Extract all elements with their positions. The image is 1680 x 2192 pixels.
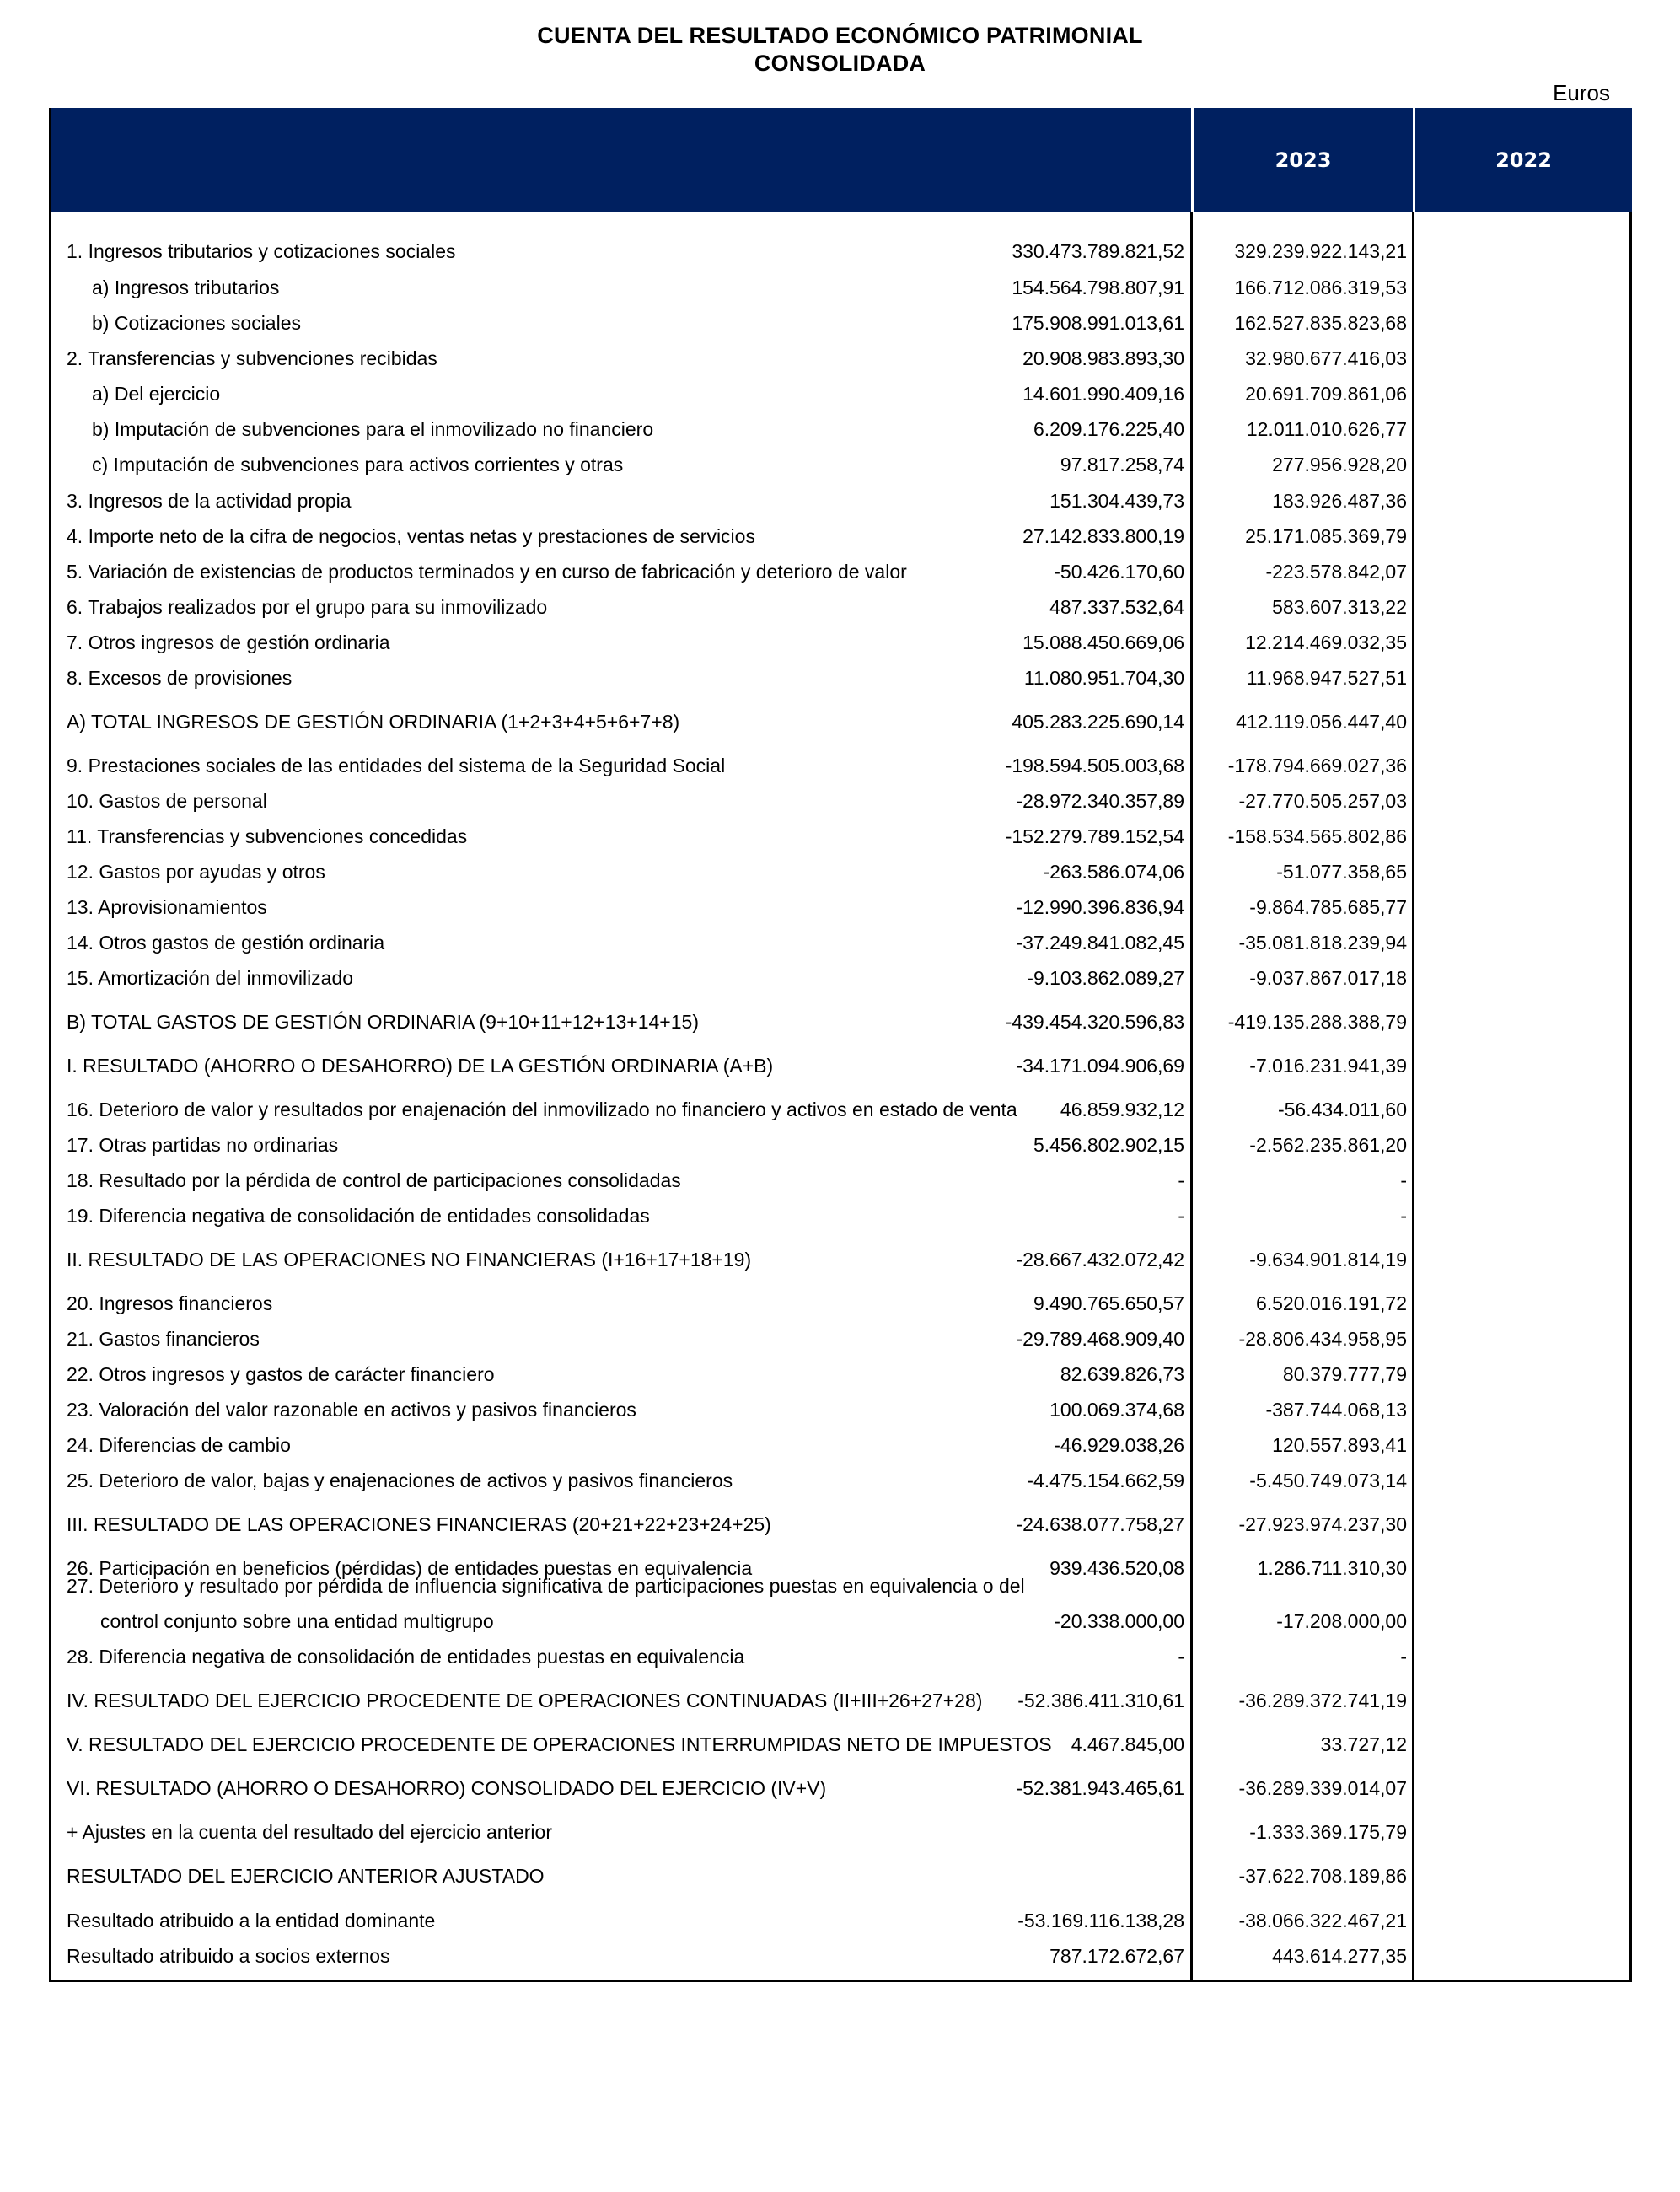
value-2023: 11.080.951.704,30 <box>1023 667 1184 689</box>
row-label-text: IV. RESULTADO DEL EJERCICIO PROCEDENTE DE OPERACIONES CONTINUADAS (II+III+26+27+28) <box>67 1690 983 1711</box>
table-row <box>51 376 1632 411</box>
value-2022: -158.534.565.802,86 <box>1227 825 1407 847</box>
table-row <box>51 305 1632 341</box>
row-label-text: a) Del ejercicio <box>92 383 221 405</box>
row-label-text: II. RESULTADO DE LAS OPERACIONES NO FINANCIERAS (I+16+17+18+19) <box>67 1249 752 1271</box>
table-row <box>51 554 1632 589</box>
table-row <box>51 1004 1632 1040</box>
table-row <box>51 1357 1632 1392</box>
value-2022: 11.968.947.527,51 <box>1246 667 1407 689</box>
value-2023: 487.337.532,64 <box>1049 596 1184 618</box>
row-label-text: Resultado atribuido a la entidad dominante <box>67 1910 436 1931</box>
table-row <box>51 1814 1632 1850</box>
table-row <box>51 1321 1632 1357</box>
row-label-text: 1. Ingresos tributarios y cotizaciones sociales <box>67 240 456 262</box>
value-2023: 27.142.833.800,19 <box>1022 525 1184 547</box>
value-2022: -38.066.322.467,21 <box>1238 1910 1407 1931</box>
row-label-text: 20. Ingresos financieros <box>67 1292 273 1314</box>
value-2023: - <box>1178 1205 1184 1227</box>
row-label-text: 25. Deterioro de valor, bajas y enajenaciones de activos y pasivos financieros <box>67 1469 733 1491</box>
value-2023: 330.473.789.821,52 <box>1012 240 1184 262</box>
value-2022: -9.037.867.017,18 <box>1249 967 1407 989</box>
table-row <box>51 270 1632 305</box>
table-row <box>51 1858 1632 1894</box>
table-row <box>51 1938 1632 1974</box>
table-row <box>51 960 1632 996</box>
value-2023: 6.209.176.225,40 <box>1033 418 1184 440</box>
value-2023: -37.249.841.082,45 <box>1016 932 1184 954</box>
row-label-text: b) Imputación de subvenciones para el inmovilizado no financiero <box>92 418 654 440</box>
value-2023: -50.426.170,60 <box>1054 561 1184 583</box>
table-row <box>51 1092 1632 1127</box>
value-2022: 166.712.086.319,53 <box>1234 277 1407 298</box>
row-label-text: a) Ingresos tributarios <box>92 277 280 298</box>
units-label: Euros <box>1553 80 1610 105</box>
row-label-text: 17. Otras partidas no ordinarias <box>67 1134 339 1156</box>
row-label-text: 22. Otros ingresos y gastos de carácter financiero <box>67 1363 495 1385</box>
table-row <box>51 1048 1632 1083</box>
value-2022: -28.806.434.958,95 <box>1238 1328 1407 1350</box>
value-2022: -1.333.369.175,79 <box>1249 1821 1407 1843</box>
value-2023: -9.103.862.089,27 <box>1027 967 1184 989</box>
table-row <box>51 411 1632 447</box>
table-row <box>51 1427 1632 1463</box>
row-label-text: 10. Gastos de personal <box>67 790 267 812</box>
table-row <box>51 925 1632 960</box>
table-row <box>51 748 1632 783</box>
row-label-text: VI. RESULTADO (AHORRO O DESAHORRO) CONSOLIDADO DEL EJERCICIO (IV+V) <box>67 1777 827 1799</box>
value-2022: 32.980.677.416,03 <box>1245 347 1407 369</box>
value-2023: - <box>1178 1646 1184 1668</box>
table-row <box>51 1683 1632 1718</box>
value-2022: 277.956.928,20 <box>1272 454 1407 475</box>
value-2022: -51.077.358,65 <box>1276 861 1407 883</box>
row-label-text: 13. Aprovisionamientos <box>67 896 267 918</box>
row-label-text: 8. Excesos de provisiones <box>67 667 293 689</box>
value-2023: -28.667.432.072,42 <box>1016 1249 1184 1271</box>
value-2023: 15.088.450.669,06 <box>1022 631 1184 653</box>
value-2022: -2.562.235.861,20 <box>1249 1134 1407 1156</box>
table-row <box>51 234 1632 269</box>
value-2023: -46.929.038,26 <box>1054 1434 1184 1456</box>
row-label-text: 15. Amortización del inmovilizado <box>67 967 354 989</box>
value-2022: 25.171.085.369,79 <box>1245 525 1407 547</box>
value-2022: 1.286.711.310,30 <box>1257 1557 1407 1579</box>
row-label-text: 3. Ingresos de la actividad propia <box>67 490 352 512</box>
value-2023: - <box>1178 1169 1184 1191</box>
row-label-text: b) Cotizaciones sociales <box>92 312 302 334</box>
row-label-text: 16. Deterioro de valor y resultados por enajenación del inmovilizado no financiero y activos en estado de venta <box>67 1099 1017 1120</box>
table-row <box>51 341 1632 376</box>
value-2023: 82.639.826,73 <box>1060 1363 1184 1385</box>
row-label-text: c) Imputación de subvenciones para activos corrientes y otras <box>92 454 624 475</box>
value-2022: -223.578.842,07 <box>1265 561 1407 583</box>
column-header-2022: 2022 <box>1495 148 1552 172</box>
value-2023: -34.171.094.906,69 <box>1016 1055 1184 1077</box>
table-row <box>51 783 1632 819</box>
table-row <box>51 1286 1632 1321</box>
table-row <box>51 1242 1632 1277</box>
value-2023: -29.789.468.909,40 <box>1016 1328 1184 1350</box>
row-label-text: 14. Otros gastos de gestión ordinaria <box>67 932 385 954</box>
value-2022: 33.727,12 <box>1320 1733 1407 1755</box>
value-2022: -36.289.372.741,19 <box>1238 1690 1407 1711</box>
table-row <box>51 1463 1632 1498</box>
value-2023: 14.601.990.409,16 <box>1022 383 1184 405</box>
table-row <box>51 1727 1632 1762</box>
value-2023: -12.990.396.836,94 <box>1016 896 1184 918</box>
document-title: CUENTA DEL RESULTADO ECONÓMICO PATRIMONIAL <box>537 23 1143 48</box>
table-row <box>51 1198 1632 1233</box>
row-label-text: 28. Diferencia negativa de consolidación de entidades puestas en equivalencia <box>67 1646 745 1668</box>
value-2023: 175.908.991.013,61 <box>1012 312 1184 334</box>
value-2022: 20.691.709.861,06 <box>1245 383 1407 405</box>
value-2022: -35.081.818.239,94 <box>1238 932 1407 954</box>
value-2022: 329.239.922.143,21 <box>1234 240 1407 262</box>
value-2023: 5.456.802.902,15 <box>1033 1134 1184 1156</box>
value-2023: -198.594.505.003,68 <box>1005 755 1184 776</box>
value-2023: -152.279.789.152,54 <box>1005 825 1184 847</box>
value-2022: -9.634.901.814,19 <box>1249 1249 1407 1271</box>
value-2022: 183.926.487,36 <box>1272 490 1407 512</box>
value-2023: 100.069.374,68 <box>1049 1399 1184 1421</box>
value-2022: -5.450.749.073,14 <box>1249 1469 1407 1491</box>
table-row <box>51 1903 1632 1938</box>
value-2023: 939.436.520,08 <box>1049 1557 1184 1579</box>
value-2022: -178.794.669.027,36 <box>1227 755 1407 776</box>
value-2022: -9.864.785.685,77 <box>1249 896 1407 918</box>
value-2023: -4.475.154.662,59 <box>1027 1469 1184 1491</box>
table-row <box>51 1127 1632 1163</box>
row-label-text: V. RESULTADO DEL EJERCICIO PROCEDENTE DE OPERACIONES INTERRUMPIDAS NETO DE IMPUESTOS <box>67 1733 1052 1755</box>
value-2023: 154.564.798.807,91 <box>1012 277 1184 298</box>
row-label-text: 24. Diferencias de cambio <box>67 1434 291 1456</box>
value-2022: - <box>1400 1646 1407 1668</box>
value-2022: -27.770.505.257,03 <box>1238 790 1407 812</box>
row-label <box>67 1814 552 1850</box>
value-2023: -263.586.074,06 <box>1043 861 1184 883</box>
row-label-text: 9. Prestaciones sociales de las entidades del sistema de la Seguridad Social <box>67 755 726 776</box>
value-2022: -17.208.000,00 <box>1276 1610 1407 1632</box>
row-label <box>67 1858 545 1894</box>
table-row <box>51 483 1632 518</box>
table-row <box>51 704 1632 739</box>
value-2023: -52.381.943.465,61 <box>1016 1777 1184 1799</box>
value-2023: 405.283.225.690,14 <box>1012 711 1184 733</box>
row-label-text: 23. Valoración del valor razonable en activos y pasivos financieros <box>67 1399 636 1421</box>
row-label-text: RESULTADO DEL EJERCICIO ANTERIOR AJUSTADO <box>67 1865 545 1887</box>
value-2023: -28.972.340.357,89 <box>1016 790 1184 812</box>
income-statement-table <box>49 108 1632 1982</box>
row-label-continuation: control conjunto sobre una entidad multigrupo <box>100 1610 494 1632</box>
value-2023: -20.338.000,00 <box>1054 1610 1184 1632</box>
value-2023: -52.386.411.310,61 <box>1017 1690 1184 1711</box>
value-2022: -37.622.708.189,86 <box>1238 1865 1407 1887</box>
value-2023: -24.638.077.758,27 <box>1016 1513 1184 1535</box>
value-2022: 120.557.893,41 <box>1272 1434 1407 1456</box>
table-row <box>51 1568 1632 1639</box>
row-label-text: 5. Variación de existencias de productos terminados y en curso de fabricación y deterioro de valor <box>67 561 907 583</box>
value-2023: 20.908.983.893,30 <box>1022 347 1184 369</box>
value-2022: -36.289.339.014,07 <box>1238 1777 1407 1799</box>
value-2023: 9.490.765.650,57 <box>1033 1292 1184 1314</box>
table-row <box>51 1392 1632 1427</box>
value-2022: 583.607.313,22 <box>1272 596 1407 618</box>
value-2022: 12.011.010.626,77 <box>1246 418 1407 440</box>
row-label-text: 11. Transferencias y subvenciones concedidas <box>67 825 468 847</box>
table-row <box>51 1163 1632 1198</box>
row-label-text: A) TOTAL INGRESOS DE GESTIÓN ORDINARIA (1+2+3+4+5+6+7+8) <box>67 711 680 733</box>
document-subtitle: CONSOLIDADA <box>754 51 926 76</box>
table-row <box>51 889 1632 925</box>
value-2022: -419.135.288.388,79 <box>1227 1011 1407 1033</box>
column-header-2023: 2023 <box>1275 148 1332 172</box>
value-2022: -387.744.068,13 <box>1265 1399 1407 1421</box>
row-label-text: 19. Diferencia negativa de consolidación de entidades consolidadas <box>67 1205 650 1227</box>
value-2022: -27.923.974.237,30 <box>1238 1513 1407 1535</box>
table-row <box>51 447 1632 482</box>
table-row <box>51 819 1632 854</box>
table-row <box>51 518 1632 554</box>
table-row <box>51 1639 1632 1674</box>
row-label-text: 4. Importe neto de la cifra de negocios, ventas netas y prestaciones de servicios <box>67 525 755 547</box>
value-2022: 6.520.016.191,72 <box>1255 1292 1407 1314</box>
value-2022: 412.119.056.447,40 <box>1236 711 1407 733</box>
value-2022: 80.379.777,79 <box>1282 1363 1407 1385</box>
value-2023: 97.817.258,74 <box>1060 454 1184 475</box>
table-row <box>51 1770 1632 1806</box>
table-row <box>51 854 1632 889</box>
table-row <box>51 625 1632 660</box>
table-row <box>51 589 1632 625</box>
row-label-text: 7. Otros ingresos de gestión ordinaria <box>67 631 390 653</box>
row-label-text: B) TOTAL GASTOS DE GESTIÓN ORDINARIA (9+10+11+12+13+14+15) <box>67 1011 699 1033</box>
value-2022: 12.214.469.032,35 <box>1245 631 1407 653</box>
value-2023: -439.454.320.596,83 <box>1005 1011 1184 1033</box>
value-2022: - <box>1400 1205 1407 1227</box>
value-2023: 787.172.672,67 <box>1049 1945 1184 1967</box>
table-header <box>51 108 1632 212</box>
value-2022: 443.614.277,35 <box>1272 1945 1407 1967</box>
value-2023: 4.467.845,00 <box>1071 1733 1184 1755</box>
value-2022: -56.434.011,60 <box>1277 1099 1407 1120</box>
row-label-text: 2. Transferencias y subvenciones recibidas <box>67 347 437 369</box>
row-label-text: 26. Participación en beneficios (pérdidas) de entidades puestas en equivalencia <box>67 1557 753 1579</box>
row-label-text: Resultado atribuido a socios externos <box>67 1945 390 1967</box>
row-label-text: + Ajustes en la cuenta del resultado del ejercicio anterior <box>67 1821 552 1843</box>
table-row <box>51 660 1632 696</box>
row-label-text: 6. Trabajos realizados por el grupo para su inmovilizado <box>67 596 548 618</box>
row-label-text: 12. Gastos por ayudas y otros <box>67 861 325 883</box>
row-label-text: 27. Deterioro y resultado por pérdida de influencia significativa de participaciones puestas en equivalencia o del <box>67 1575 1025 1597</box>
value-2023: 151.304.439,73 <box>1049 490 1184 512</box>
row-label-text: 18. Resultado por la pérdida de control de participaciones consolidadas <box>67 1169 681 1191</box>
row-label-text: I. RESULTADO (AHORRO O DESAHORRO) DE LA GESTIÓN ORDINARIA (A+B) <box>67 1055 774 1077</box>
table-row <box>51 1507 1632 1542</box>
value-2023: 46.859.932,12 <box>1060 1099 1184 1120</box>
value-2022: 162.527.835.823,68 <box>1234 312 1407 334</box>
value-2023: -53.169.116.138,28 <box>1017 1910 1184 1931</box>
row-label-text: 21. Gastos financieros <box>67 1328 260 1350</box>
row-label-text: III. RESULTADO DE LAS OPERACIONES FINANCIERAS (20+21+22+23+24+25) <box>67 1513 771 1535</box>
value-2022: - <box>1400 1169 1407 1191</box>
value-2022: -7.016.231.941,39 <box>1249 1055 1407 1077</box>
